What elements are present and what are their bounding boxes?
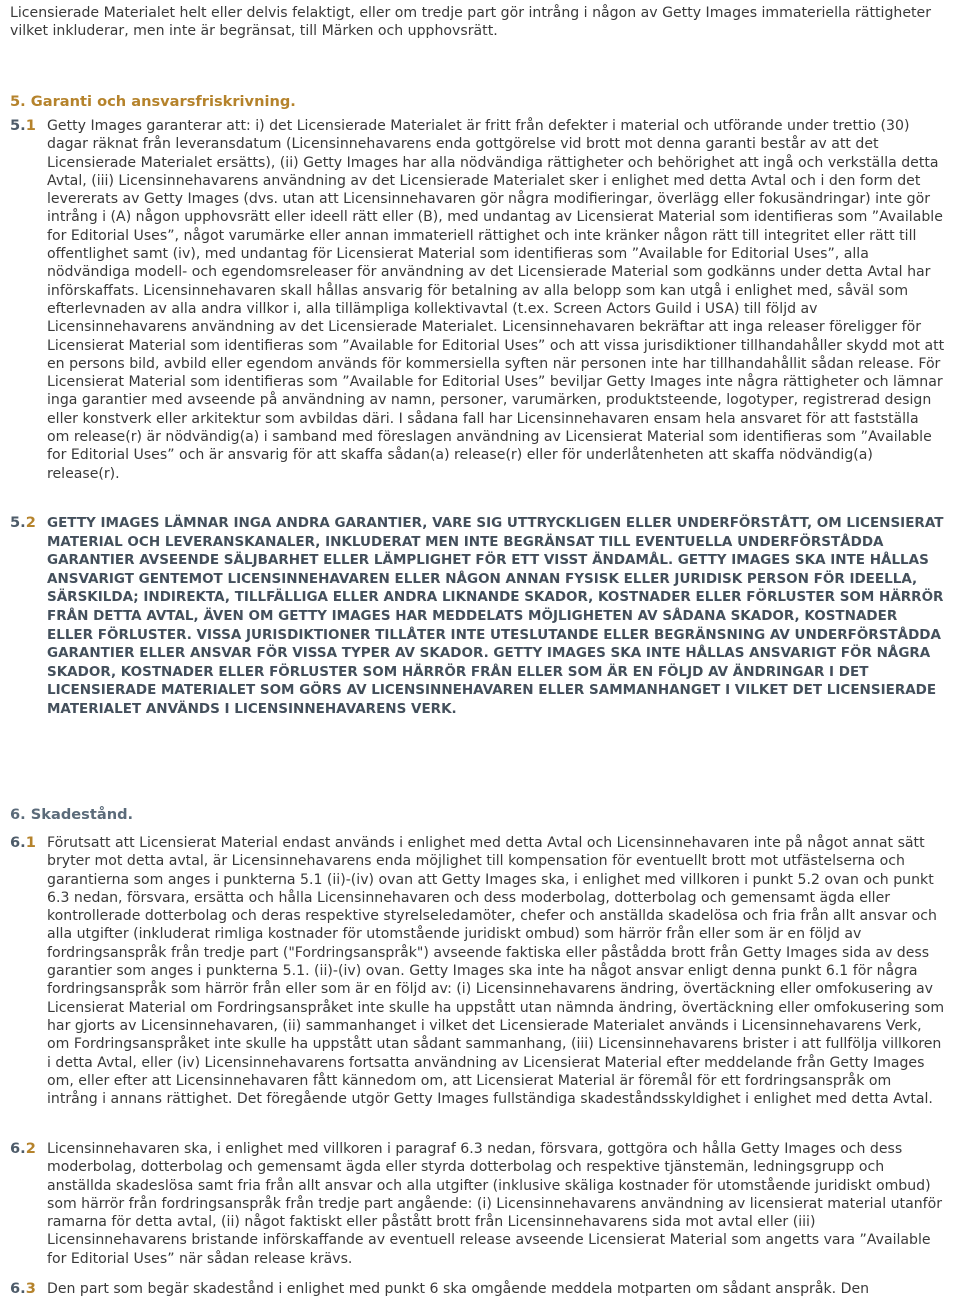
clause-5-2 <box>10 514 945 719</box>
clause-text: GETTY IMAGES LÄMNAR INGA ANDRA GARANTIER, VARE SIG UTTRYCKLIGEN ELLER UNDERFÖRSTÅTT, OM LICENSIERAT MATERIAL OCH LEVERANSKANALER, INKLUDERAT MEN INTE BEGRÄNSAT TILL EVENTUELLA UNDERFÖRSTÅDDA GARANTIER AVSEENDE SÄLJBARHET ELLER LÄMPLIGHET FÖR ETT VISST ÄNDAMÅL. GETTY IMAGES SKA INTE HÅLLAS ANSVARIGT GENTEMOT LICENSINNEHAVAREN ELLER NÅGON ANNAN FYSISK ELLER JURIDISK PERSON FÖR IDEELLA, SÄRSKILDA; INDIREKTA, TILLFÄLLIGA ELLER ANDRA LIKNANDE SKADOR, KOSTNADER ELLER FÖRLUSTER SOM HÄRRÖR FRÅN DETTA AVTAL, ÄVEN OM GETTY IMAGES HAR MEDDELATS MÖJLIGHETEN AV SÅDANA SKADOR, KOSTNADER ELLER FÖRLUSTER. VISSA JURISDIKTIONER TILLÅTER INTE UTESLUTANDE ELLER BEGRÄNSNING AV UNDERFÖRSTÅDDA GARANTIER ELLER ANSVAR FÖR VISSA TYPER AV SKADOR. GETTY IMAGES SKA INTE HÅLLAS ANSVARIGT FÖR NÅGRA SKADOR, KOSTNADER ELLER FÖRLUSTER SOM HÄRRÖR FRÅN ELLER SOM ÄR EN FÖLJD AV ÄNDRINGAR I DET LICENSIERADE MATERIALET SOM GÖRS AV LICENSINNEHAVAREN ELLER SAMMANHANGET I VILKET DET LICENSIERADE MATERIALET ANVÄNDS I LICENSINNEHAVARENS VERK. <box>47 515 944 717</box>
clause-number: 5.2 <box>10 514 36 531</box>
clause-6-3 <box>10 1280 945 1298</box>
clause-text: Getty Images garanterar att: i) det Licensierade Materialet är fritt från defekter i material och utförande under trettio (30) dagar räknat från leveransdatum (Licensinnehavarens enda gottgörelse vid brott mot denna garanti består av att det Licensierade Materialet ersätts), (ii) Getty Images har alla nödvändiga rättigheter och behörighet att ingå och verkställa detta Avtal, (iii) Licensinnehavarens användning av det Licensierade Materialet sker i enlighet med detta Avtal och i den form det levererats av Getty Images (dvs. utan att Licensinnehavaren gör några modifieringar, överlägg eller fokusändringar) inte gör intrång i (A) någon upphovsrätt eller ideell rätt eller (B), med undantag av Licensierat Material som identifieras som ”Available for Editorial Uses”, något varumärke eller annan immateriell rättighet och inte kränker någon rätt till integritet eller rätt till offentlighet samt (iv), med undantag för Licensierat Material som identifieras som ”Available for Editorial Uses”, alla nödvändiga modell- och egendomsreleaser för användning av det Licensierade Material som godkänns under detta Avtal har införskaffats. Licensinnehavaren skall hållas ansvarig för betalning av alla belopp som kan utgå i enlighet med, såväl som efterlevnaden av alla andra villkor i, alla tillämpliga kollektivavtal (t.ex. Screen Actors Guild i USA) till följd av Licensinnehavarens användning av det Licensierade Materialet. Licensinnehavaren bekräftar att inga releaser föreligger för Licensierat Material som identifieras som ”Available for Editorial Uses” och att vissa jurisdiktioner tillhandahåller skydd mot att en persons bild, avbild eller egendom används för kommersiella syften när personen inte har tillhandahållit sådan release. För Licensierat Material som identifieras som ”Available for Editorial Uses” beviljar Getty Images inte några rättigheter och lämnar inga garantier med avseende på användning av namn, personer, varumärken, produktsteende, logotyper, registrerad design eller konstverk eller arkitektur som avbildas däri. I sådana fall har Licensinnehavaren ensam hela ansvaret för att fastställa om release(r) är nödvändig(a) i samband med föreslagen användning av Licensierat Material som identifieras som ”Available for Editorial Uses” och är ansvarig för att skaffa sådan(a) release(r) eller för underlåtenheten att skaffa nödvändig(a) release(r). <box>47 118 945 482</box>
intro-paragraph: Licensierade Materialet helt eller delvis felaktigt, eller om tredje part gör intrång i någon av Getty Images immateriella rättigheter vilket inkluderar, men inte är begränsat, till Märken och upphovsrätt. <box>10 5 931 40</box>
clause-number: 6.2 <box>10 1140 36 1157</box>
clause-number: 6.1 <box>10 834 36 851</box>
clause-text: Licensinnehavaren ska, i enlighet med villkoren i paragraf 6.3 nedan, försvara, gottgöra och hålla Getty Images och dess moderbolag, dotterbolag och gemensamt ägda eller styrda dotterbolag och respektive tjänstemän, ledningsgrupp och anställda skadeslösa samt fria från allt ansvar och alla utgifter (inklusive skäliga kostnader för utomstående juridiskt ombud) som härrör från fordringsanspråk från tredje part angående: (i) Licensinnehavarens användning av licensierat material utanför ramarna för detta avtal, (ii) något faktiskt eller påstått brott från Licensinnehavarens sida mot avtal eller (iii) Licensinnehavarens bristande införskaffande av eventuell release avseende Licensierat Material som angetts vara ”Available for Editorial Uses” när sådan release krävs. <box>47 1141 943 1267</box>
clause-text: Förutsatt att Licensierat Material endast används i enlighet med detta Avtal och Licensinnehavaren inte på något annat sätt bryter mot detta avtal, är Licensinnehavarens enda möjlighet till kompensation för eventuellt brott mot utfästelserna och garantierna som anges i punkterna 5.1 (ii)-(iv) ovan att Getty Images ska, i enlighet med villkoren i punkt 5.2 ovan och punkt 6.3 nedan, försvara, ersätta och hålla Licensinnehavaren och dess moderbolag, dotterbolag och gemensamt ägda eller kontrollerade dotterbolag och deras respektive styrelseledamöter, chefer och anställda skadelösa och fria från allt ansvar och alla utgifter (inkluderat rimliga kostnader för utomstående juridiskt ombud) som härrör från eller som är en följd av fordringsanspråk från tredje part ("Fordringsanspråk") avseende faktiska eller påstådda brott från Getty Images sida av dess garantier som anges i punkterna 5.1. (ii)-(iv) ovan. Getty Images ska inte ha något ansvar enligt denna punkt 6.1 för några fordringsanspråk som härrör från eller som är en följd av: (i) Licensinnehavarens ändring, övertäckning eller omfokusering av Licensierat Material om Fordringsanspråket inte skulle ha uppstått utan nämnda ändring, övertäckning eller omfokusering som har gjorts av Licensinnehavaren, (ii) sammanhanget i vilket det Licensierade Materialet används i Licensinnehavarens Verk, om Fordringsanspråket inte skulle ha uppstått utan sådant sammanhang, (iii) Licensinnehavarens brister i att fullfölja villkoren i detta Avtal, eller (iv) Licensinnehavarens fortsatta användning av Licensierat Material efter meddelande från Getty Images om, eller efter att Licensinnehavaren fått kännedom om, att Licensierat Material är föremål för ett fordringsanspråk om intrång i annans rättighet. Det föregående utgör Getty Images fullständiga skadeståndsskyldighet i enlighet med detta Avtal. <box>47 835 945 1108</box>
section-5-heading <box>10 93 296 111</box>
clause-5-1 <box>10 117 945 483</box>
section-5-heading-text: 5. Garanti och ansvarsfriskrivning. <box>10 93 296 110</box>
section-6-heading <box>10 806 133 824</box>
clause-number: 6.3 <box>10 1280 36 1297</box>
section-6-heading-text: 6. Skadestånd. <box>10 806 134 823</box>
clause-number: 5.1 <box>10 117 36 134</box>
clause-text: Den part som begär skadestånd i enlighet med punkt 6 ska omgående meddela motparten om sådant anspråk. Den <box>47 1281 870 1297</box>
clause-6-1 <box>10 834 945 1108</box>
clause-6-2 <box>10 1140 945 1268</box>
